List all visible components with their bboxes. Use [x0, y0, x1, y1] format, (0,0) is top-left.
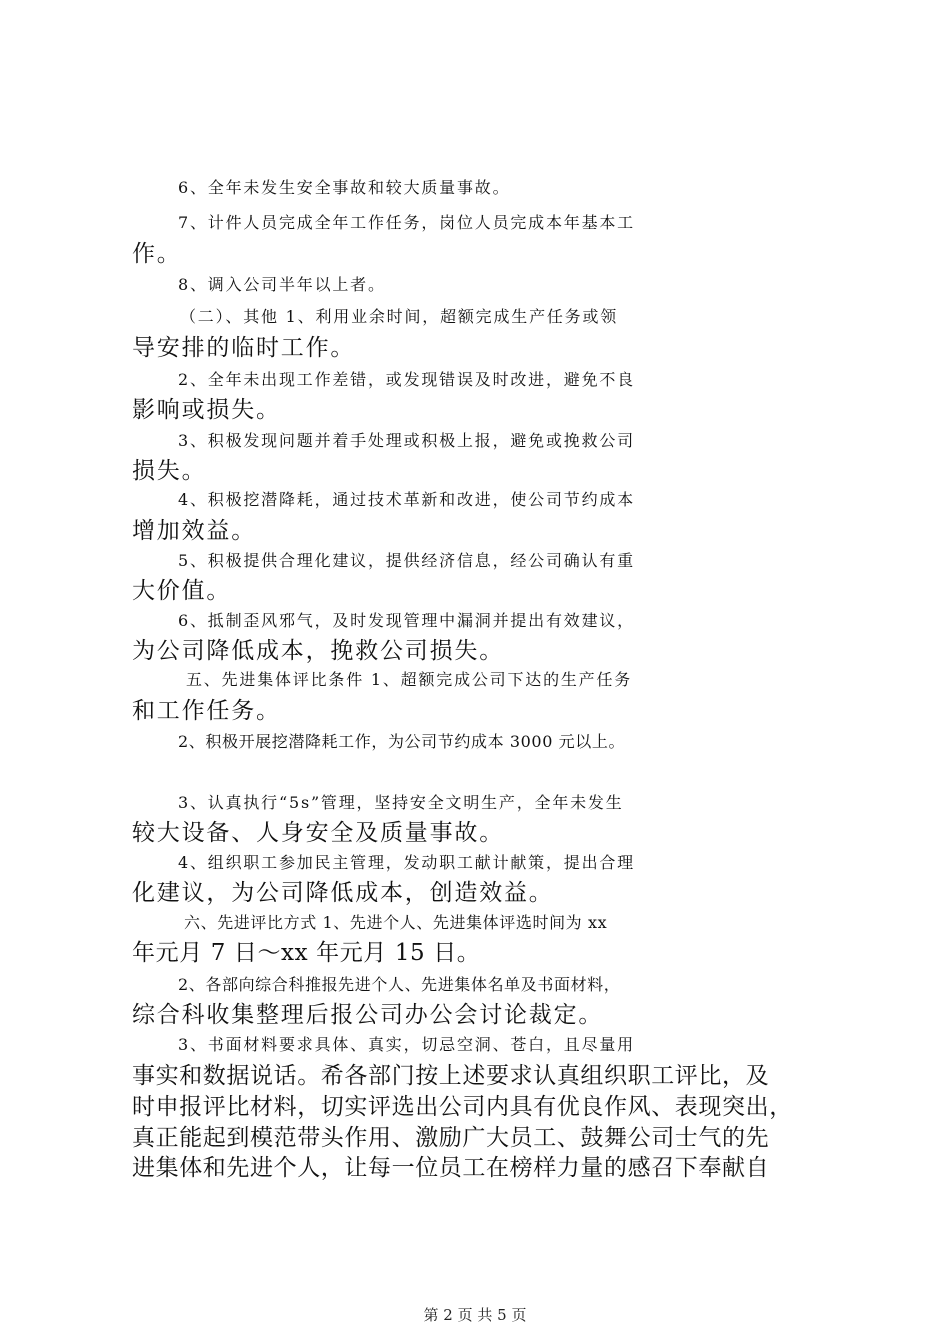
text-line: 损失。: [132, 458, 207, 484]
text-line: 为公司降低成本，挽救公司损失。: [132, 638, 504, 664]
text-line: 进集体和先进个人，让每一位员工在榜样力量的感召下奉献自: [132, 1155, 770, 1181]
text-line: 3、积极发现问题并着手处理或积极上报，避免或挽救公司: [178, 431, 635, 450]
text-line: 6、抵制歪风邪气，及时发现管理中漏洞并提出有效建议，: [178, 611, 635, 630]
text-line: 3、书面材料要求具体、真实，切忌空洞、苍白，且尽量用: [178, 1035, 635, 1054]
text-line: 5、积极提供合理化建议，提供经济信息，经公司确认有重: [178, 551, 635, 570]
text-line: 五、先进集体评比条件 1、超额完成公司下达的生产任务: [186, 670, 633, 689]
text-line: 7、计件人员完成全年工作任务，岗位人员完成本年基本工: [178, 213, 635, 232]
text-line: 较大设备、人身安全及质量事故。: [132, 820, 504, 846]
text-line: 4、组织职工参加民主管理，发动职工献计献策，提出合理: [178, 853, 635, 872]
text-line: （二）、其他 1、利用业余时间，超额完成生产任务或领: [180, 307, 619, 326]
text-line: 事实和数据说话。希各部门按上述要求认真组织职工评比，及: [132, 1063, 770, 1089]
text-line: 导安排的临时工作。: [132, 335, 356, 361]
text-line: 影响或损失。: [132, 397, 281, 423]
text-line: 2、积极开展挖潜降耗工作，为公司节约成本 3000 元以上。: [178, 732, 626, 751]
text-line: 4、积极挖潜降耗，通过技术革新和改进，使公司节约成本: [178, 490, 635, 509]
text-line: 时申报评比材料，切实评选出公司内具有优良作风、表现突出，: [132, 1094, 793, 1120]
page-number-footer: 第 2 页 共 5 页: [423, 1306, 527, 1324]
text-line: 2、各部向综合科推报先进个人、先进集体名单及书面材料，: [178, 975, 621, 994]
text-line: 综合科收集整理后报公司办公会讨论裁定。: [132, 1002, 604, 1028]
text-line: 大价值。: [132, 578, 232, 604]
text-line: 真正能起到模范带头作用、激励广大员工、鼓舞公司士气的先: [132, 1125, 770, 1151]
text-line: 六、先进评比方式 1、先进个人、先进集体评选时间为 xx: [184, 913, 608, 932]
text-line: 增加效益。: [132, 518, 256, 544]
text-line: 和工作任务。: [132, 698, 281, 724]
text-line: 作。: [132, 241, 182, 267]
text-line: 年元月 7 日～xx 年元月 15 日。: [132, 940, 481, 966]
text-line: 8、调入公司半年以上者。: [178, 275, 386, 294]
text-line: 3、认真执行“5s”管理，坚持安全文明生产，全年未发生: [178, 793, 624, 812]
text-line: 6、全年未发生安全事故和较大质量事故。: [178, 178, 511, 197]
text-line: 化建议，为公司降低成本，创造效益。: [132, 880, 554, 906]
text-line: 2、全年未出现工作差错，或发现错误及时改进，避免不良: [178, 370, 635, 389]
